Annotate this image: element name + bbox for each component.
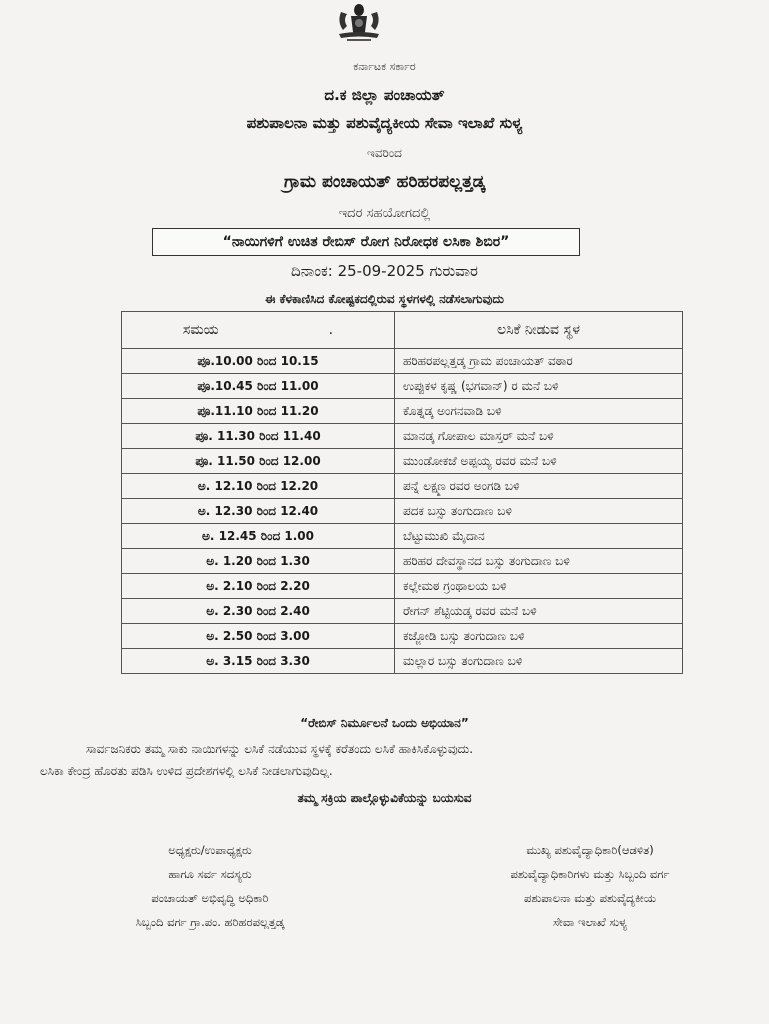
- gram-panchayat-title: ಗ್ರಾಮ ಪಂಚಾಯತ್ ಹರಿಹರಪಲ್ಲತ್ತಡ್ಕ: [283, 172, 486, 192]
- schedule-intro: ಈ ಕೆಳಕಾಣಿಸಿದ ಕೋಷ್ಟಕದಲ್ಲಿರುವ ಸ್ಥಳಗಳಲ್ಲಿ ನಡೆಸಲಾಗುವುದು: [265, 292, 504, 306]
- signatory-line: ಸಿಬ್ಬಂದಿ ವರ್ಗ ಗ್ರಾ.ಪಂ. ಹರಿಹರಪಲ್ಲತ್ತಡ್ಕ: [135, 915, 285, 929]
- cooperation-label: ಇದರ ಸಹಯೋಗದಲ್ಲಿ: [338, 206, 431, 221]
- table-row: [122, 449, 683, 474]
- time-cell: ಅ. 2.50 ರಿಂದ 3.00: [122, 624, 395, 649]
- table-row: [122, 599, 683, 624]
- time-cell: ಅ. 2.10 ರಿಂದ 2.20: [122, 574, 395, 599]
- place-cell: ಕಲ್ಲೇಮಠ ಗ್ರಂಥಾಲಯ ಬಳಿ: [395, 574, 683, 599]
- time-cell: ಅ. 2.30 ರಿಂದ 2.40: [122, 599, 395, 624]
- district-panchayat-title: ದ.ಕ ಜಿಲ್ಲಾ ಪಂಚಾಯತ್: [324, 86, 445, 104]
- table-row: [122, 574, 683, 599]
- time-cell: ಅ. 1.20 ರಿಂದ 1.30: [122, 549, 395, 574]
- table-row: [122, 549, 683, 574]
- signatory-line: ಪಶುವೈದ್ಯಾಧಿಕಾರಿಗಳು ಮತ್ತು ಸಿಬ್ಬಂದಿ ವರ್ಗ: [510, 867, 670, 881]
- place-cell: ಮಾನಡ್ಕ ಗೋಪಾಲ ಮಾಸ್ತರ್ ಮನೆ ಬಳಿ: [395, 424, 683, 449]
- public-notice-line-1: ಸಾರ್ವಜನಿಕರು ತಮ್ಮ ಸಾಕು ನಾಯಿಗಳನ್ನು ಲಸಿಕೆ ನಡೆಯುವ ಸ್ಥಳಕ್ಕೆ ಕರೆತಂದು ಲಸಿಕೆ ಹಾಕಿಸಿಕೊಳ್ಳುವುದು.: [86, 742, 474, 756]
- signatory-line: ಹಾಗೂ ಸರ್ವ ಸದಸ್ಯರು: [168, 867, 252, 881]
- place-cell: ಕಜ್ಜೋಡಿ ಬಸ್ಸು ತಂಗುದಾಣ ಬಳಿ: [395, 624, 683, 649]
- participation-request: ತಮ್ಮ ಸಕ್ರಿಯ ಪಾಲ್ಗೊಳ್ಳುವಿಕೆಯನ್ನು ಬಯಸುವ: [297, 791, 472, 805]
- signatories-right: [420, 838, 760, 934]
- table-row: [122, 649, 683, 674]
- time-cell: ಅ. 12.45 ರಿಂದ 1.00: [122, 524, 395, 549]
- event-date: ದಿನಾಂಕ: 25-09-2025 ಗುರುವಾರ: [291, 262, 478, 280]
- department-title: ಪಶುಪಾಲನಾ ಮತ್ತು ಪಶುವೈದ್ಯಕೀಯ ಸೇವಾ ಇಲಾಖೆ ಸುಳ್ಯ: [246, 114, 523, 132]
- place-cell: ಹರಿಹರ ದೇವಸ್ಥಾನದ ಬಸ್ಸು ತಂಗುದಾಣ ಬಳಿ: [395, 549, 683, 574]
- place-cell: ಪನ್ನೆ ಲಕ್ಷ್ಮಣ ರವರ ಅಂಗಡಿ ಬಳಿ: [395, 474, 683, 499]
- time-cell: ಪೂ.10.00 ರಿಂದ 10.15: [122, 349, 395, 374]
- place-cell: ಬೆಟ್ಟುಮುಖಿ ಮೈದಾನ: [395, 524, 683, 549]
- table-row: [122, 374, 683, 399]
- signatory-line: ಸೇವಾ ಇಲಾಖೆ ಸುಳ್ಯ: [552, 915, 628, 929]
- place-cell: ಪದಕ ಬಸ್ಸು ತಂಗುದಾಣ ಬಳಿ: [395, 499, 683, 524]
- signatory-line: ಮುಖ್ಯ ಪಶುವೈದ್ಯಾಧಿಕಾರಿ(ಆಡಳಿತ): [526, 843, 654, 857]
- column-header-time: ಸಮಯ .: [122, 312, 395, 349]
- place-cell: ಉಪ್ಪುಕಳ ಕೃಷ್ಣ (ಭಗವಾನ್) ರ ಮನೆ ಬಳಿ: [395, 374, 683, 399]
- time-cell: ಪೂ. 11.30 ರಿಂದ 11.40: [122, 424, 395, 449]
- schedule-table: [121, 311, 683, 674]
- time-cell: ಅ. 12.10 ರಿಂದ 12.20: [122, 474, 395, 499]
- place-cell: ಮುಂಡೋಕಜೆ ಅಪ್ಪಯ್ಯ ರವರ ಮನೆ ಬಳಿ: [395, 449, 683, 474]
- camp-title-box: “ನಾಯಿಗಳಿಗೆ ಉಚಿತ ರೇಬಿಸ್ ರೋಗ ನಿರೋಧಕ ಲಸಿಕಾ ಶಿಬಿರ”: [152, 228, 580, 256]
- time-cell: ಪೂ.11.10 ರಿಂದ 11.20: [122, 399, 395, 424]
- signatory-line: ಪಶುಪಾಲನಾ ಮತ್ತು ಪಶುವೈದ್ಯಕೀಯ: [523, 891, 657, 905]
- table-row: [122, 424, 683, 449]
- karnataka-emblem-icon: [333, 2, 385, 42]
- signatories-left: [30, 838, 390, 934]
- place-cell: ಹರಿಹರಪಲ್ಲತ್ತಡ್ಕ ಗ್ರಾಮ ಪಂಚಾಯತ್ ವಠಾರ: [395, 349, 683, 374]
- table-row: [122, 499, 683, 524]
- column-header-place: ಲಸಿಕೆ ನೀಡುವ ಸ್ಥಳ: [395, 312, 683, 349]
- from-label: ಇವರಿಂದ: [367, 146, 402, 160]
- signatory-line: ಅಧ್ಯಕ್ಷರು/ಉಪಾಧ್ಯಕ್ಷರು: [168, 843, 252, 857]
- time-cell: ಪೂ.10.45 ರಿಂದ 11.00: [122, 374, 395, 399]
- place-cell: ಮಲ್ಲಾರ ಬಸ್ಸು ತಂಗುದಾಣ ಬಳಿ: [395, 649, 683, 674]
- table-header-row: [122, 312, 683, 349]
- public-notice-line-2: ಲಸಿಕಾ ಕೇಂದ್ರ ಹೊರತು ಪಡಿಸಿ ಉಳಿದ ಪ್ರದೇಶಗಳಲ್ಲಿ ಲಸಿಕೆ ನೀಡಲಾಗುವುದಿಲ್ಲ.: [40, 764, 333, 778]
- signatory-line: ಪಂಚಾಯತ್ ಅಭಿವೃದ್ಧಿ ಅಧಿಕಾರಿ: [151, 891, 269, 905]
- time-cell: ಅ. 3.15 ರಿಂದ 3.30: [122, 649, 395, 674]
- state-government-label: ಕರ್ನಾಟಕ ಸರ್ಕಾರ: [353, 60, 416, 73]
- table-row: [122, 399, 683, 424]
- table-row: [122, 624, 683, 649]
- table-row: [122, 349, 683, 374]
- table-row: [122, 524, 683, 549]
- time-cell: ಪೂ. 11.50 ರಿಂದ 12.00: [122, 449, 395, 474]
- campaign-slogan: “ರೇಬಿಸ್ ನಿರ್ಮೂಲನೆ ಒಂದು ಅಭಿಯಾನ”: [300, 716, 469, 730]
- time-cell: ಅ. 12.30 ರಿಂದ 12.40: [122, 499, 395, 524]
- table-row: [122, 474, 683, 499]
- place-cell: ರೇಗನ್ ಶೆಟ್ಟಿಯಡ್ಕ ರವರ ಮನೆ ಬಳಿ: [395, 599, 683, 624]
- place-cell: ಕೊತ್ನಡ್ಕ ಅಂಗನವಾಡಿ ಬಳಿ: [395, 399, 683, 424]
